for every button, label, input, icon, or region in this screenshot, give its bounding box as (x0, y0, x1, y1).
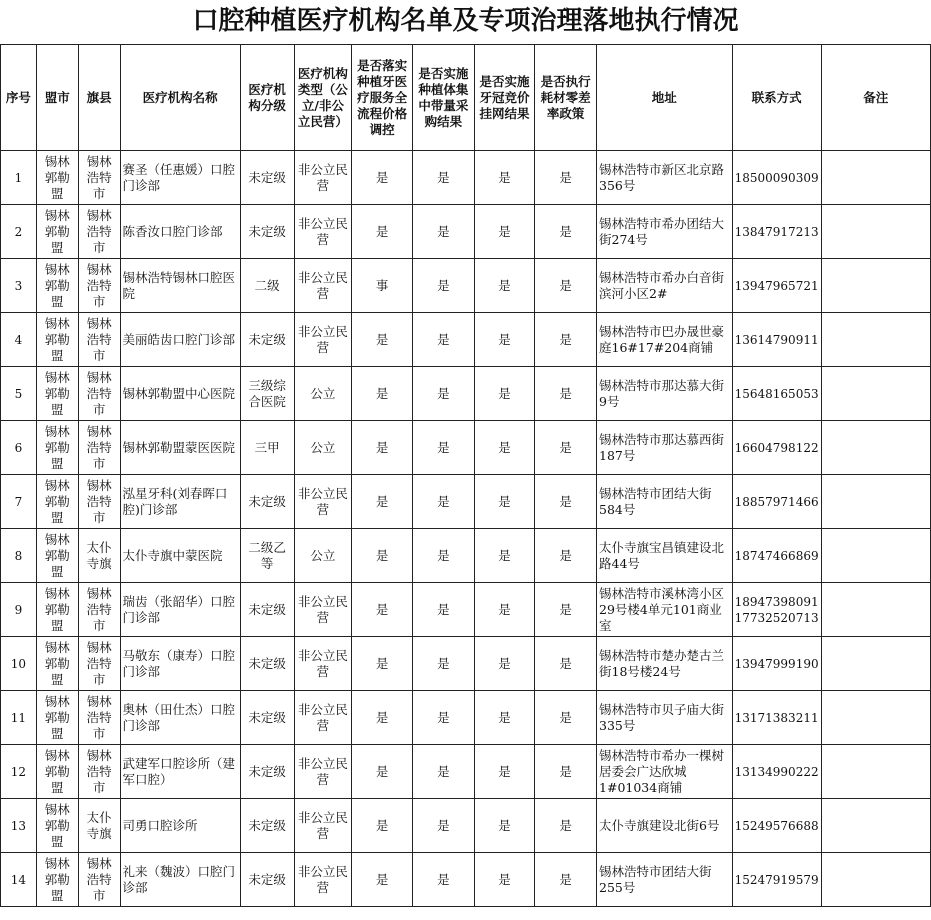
phone-cell: 18500090309 (732, 151, 821, 205)
price-control-cell: 是 (352, 151, 413, 205)
crown-bidding-cell: 是 (474, 583, 535, 637)
phone-cell: 18857971466 (732, 475, 821, 529)
implant-procurement-cell: 是 (413, 745, 475, 799)
phone-cell: 13947999190 (732, 637, 821, 691)
price-control-cell: 是 (352, 421, 413, 475)
row-number: 2 (1, 205, 37, 259)
page-title: 口腔种植医疗机构名单及专项治理落地执行情况 (192, 6, 739, 36)
level-cell: 未定级 (240, 475, 294, 529)
type-cell: 非公立民营 (294, 853, 352, 907)
row-number: 14 (1, 853, 37, 907)
note-cell (821, 367, 930, 421)
institution-name-cell: 泓星牙科(刘春晖口腔)门诊部 (120, 475, 240, 529)
crown-bidding-cell: 是 (474, 853, 535, 907)
level-cell: 未定级 (240, 313, 294, 367)
zero-markup-cell: 是 (535, 529, 597, 583)
county-cell: 锡林浩特市 (78, 853, 120, 907)
type-cell: 非公立民营 (294, 313, 352, 367)
level-cell: 未定级 (240, 637, 294, 691)
crown-bidding-cell: 是 (474, 475, 535, 529)
zero-markup-cell: 是 (535, 853, 597, 907)
note-cell (821, 853, 930, 907)
zero-markup-cell: 是 (535, 475, 597, 529)
table-body (1, 151, 931, 907)
level-cell: 未定级 (240, 583, 294, 637)
header-cell: 旗县 (78, 45, 120, 151)
institution-name-cell: 陈香汝口腔门诊部 (120, 205, 240, 259)
implant-procurement-cell: 是 (413, 691, 475, 745)
institution-name-cell: 太仆寺旗中蒙医院 (120, 529, 240, 583)
institution-name-cell: 美丽皓齿口腔门诊部 (120, 313, 240, 367)
type-cell: 公立 (294, 421, 352, 475)
price-control-cell: 是 (352, 529, 413, 583)
institution-name-cell: 礼来（魏波）口腔门诊部 (120, 853, 240, 907)
county-cell: 锡林浩特市 (78, 151, 120, 205)
price-control-cell: 是 (352, 691, 413, 745)
type-cell: 非公立民营 (294, 745, 352, 799)
zero-markup-cell: 是 (535, 637, 597, 691)
crown-bidding-cell: 是 (474, 313, 535, 367)
header-cell: 医疗机构分级 (240, 45, 294, 151)
row-number: 6 (1, 421, 37, 475)
header-cell: 医疗机构类型（公立/非公立民营） (294, 45, 352, 151)
zero-markup-cell: 是 (535, 745, 597, 799)
table-row (1, 151, 931, 205)
crown-bidding-cell: 是 (474, 151, 535, 205)
header-cell: 是否执行耗材零差率政策 (535, 45, 597, 151)
county-cell: 锡林浩特市 (78, 691, 120, 745)
phone-cell: 15247919579 (732, 853, 821, 907)
note-cell (821, 313, 930, 367)
implant-procurement-cell: 是 (413, 583, 475, 637)
city-cell: 锡林郭勒盟 (36, 799, 78, 853)
phone-cell: 18747466869 (732, 529, 821, 583)
phone-cell: 13847917213 (732, 205, 821, 259)
level-cell: 未定级 (240, 745, 294, 799)
city-cell: 锡林郭勒盟 (36, 853, 78, 907)
crown-bidding-cell: 是 (474, 799, 535, 853)
note-cell (821, 637, 930, 691)
row-number: 9 (1, 583, 37, 637)
type-cell: 公立 (294, 367, 352, 421)
phone-cell: 13947965721 (732, 259, 821, 313)
institution-name-cell: 瑞齿（张韶华）口腔门诊部 (120, 583, 240, 637)
crown-bidding-cell: 是 (474, 529, 535, 583)
header-cell: 是否实施牙冠竞价挂网结果 (474, 45, 535, 151)
note-cell (821, 475, 930, 529)
type-cell: 非公立民营 (294, 799, 352, 853)
note-cell (821, 421, 930, 475)
address-cell: 锡林浩特市团结大街255号 (597, 853, 733, 907)
phone-cell: 13134990222 (732, 745, 821, 799)
address-cell: 锡林浩特市贝子庙大街335号 (597, 691, 733, 745)
level-cell: 二级 (240, 259, 294, 313)
note-cell (821, 745, 930, 799)
institution-name-cell: 司勇口腔诊所 (120, 799, 240, 853)
type-cell: 非公立民营 (294, 583, 352, 637)
county-cell: 锡林浩特市 (78, 583, 120, 637)
county-cell: 太仆寺旗 (78, 799, 120, 853)
address-cell: 锡林浩特市溪林湾小区29号楼4单元101商业室 (597, 583, 733, 637)
row-number: 4 (1, 313, 37, 367)
table-row (1, 637, 931, 691)
phone-cell: 13171383211 (732, 691, 821, 745)
row-number: 1 (1, 151, 37, 205)
note-cell (821, 583, 930, 637)
table-row (1, 583, 931, 637)
price-control-cell: 是 (352, 205, 413, 259)
table-row (1, 205, 931, 259)
note-cell (821, 691, 930, 745)
city-cell: 锡林郭勒盟 (36, 367, 78, 421)
county-cell: 锡林浩特市 (78, 475, 120, 529)
level-cell: 未定级 (240, 853, 294, 907)
address-cell: 太仆寺旗宝昌镇建设北路44号 (597, 529, 733, 583)
header-cell: 盟市 (36, 45, 78, 151)
phone-cell: 18947398091 17732520713 (732, 583, 821, 637)
type-cell: 非公立民营 (294, 259, 352, 313)
implant-procurement-cell: 是 (413, 529, 475, 583)
type-cell: 非公立民营 (294, 637, 352, 691)
institution-name-cell: 奥林（田仕杰）口腔门诊部 (120, 691, 240, 745)
price-control-cell: 是 (352, 475, 413, 529)
header-cell: 联系方式 (732, 45, 821, 151)
table-row (1, 745, 931, 799)
price-control-cell: 是 (352, 853, 413, 907)
level-cell: 未定级 (240, 691, 294, 745)
crown-bidding-cell: 是 (474, 205, 535, 259)
price-control-cell: 是 (352, 313, 413, 367)
crown-bidding-cell: 是 (474, 637, 535, 691)
city-cell: 锡林郭勒盟 (36, 637, 78, 691)
zero-markup-cell: 是 (535, 367, 597, 421)
institution-name-cell: 赛圣（任惠媛）口腔门诊部 (120, 151, 240, 205)
city-cell: 锡林郭勒盟 (36, 745, 78, 799)
price-control-cell: 是 (352, 583, 413, 637)
zero-markup-cell: 是 (535, 259, 597, 313)
city-cell: 锡林郭勒盟 (36, 583, 78, 637)
implant-procurement-cell: 是 (413, 475, 475, 529)
header-cell: 序号 (1, 45, 37, 151)
county-cell: 太仆寺旗 (78, 529, 120, 583)
implant-procurement-cell: 是 (413, 205, 475, 259)
city-cell: 锡林郭勒盟 (36, 259, 78, 313)
note-cell (821, 529, 930, 583)
implant-procurement-cell: 是 (413, 259, 475, 313)
type-cell: 非公立民营 (294, 475, 352, 529)
zero-markup-cell: 是 (535, 799, 597, 853)
table-row (1, 313, 931, 367)
address-cell: 太仆寺旗建设北街6号 (597, 799, 733, 853)
table-row (1, 475, 931, 529)
price-control-cell: 是 (352, 799, 413, 853)
institution-table (0, 44, 931, 907)
level-cell: 二级乙等 (240, 529, 294, 583)
institution-name-cell: 锡林郭勒盟中心医院 (120, 367, 240, 421)
address-cell: 锡林浩特市巴办晟世豪庭16#17#204商铺 (597, 313, 733, 367)
price-control-cell: 是 (352, 367, 413, 421)
note-cell (821, 205, 930, 259)
implant-procurement-cell: 是 (413, 151, 475, 205)
county-cell: 锡林浩特市 (78, 745, 120, 799)
row-number: 7 (1, 475, 37, 529)
county-cell: 锡林浩特市 (78, 205, 120, 259)
address-cell: 锡林浩特市新区北京路356号 (597, 151, 733, 205)
phone-cell: 15249576688 (732, 799, 821, 853)
county-cell: 锡林浩特市 (78, 367, 120, 421)
address-cell: 锡林浩特市团结大街584号 (597, 475, 733, 529)
table-row (1, 691, 931, 745)
address-cell: 锡林浩特市楚办楚古兰街18号楼24号 (597, 637, 733, 691)
table-row (1, 367, 931, 421)
row-number: 5 (1, 367, 37, 421)
level-cell: 未定级 (240, 799, 294, 853)
table-header-row (1, 45, 931, 151)
institution-name-cell: 锡林郭勒盟蒙医医院 (120, 421, 240, 475)
row-number: 8 (1, 529, 37, 583)
county-cell: 锡林浩特市 (78, 259, 120, 313)
institution-name-cell: 马敬东（康寿）口腔门诊部 (120, 637, 240, 691)
city-cell: 锡林郭勒盟 (36, 691, 78, 745)
zero-markup-cell: 是 (535, 691, 597, 745)
county-cell: 锡林浩特市 (78, 637, 120, 691)
institution-name-cell: 锡林浩特锡林口腔医院 (120, 259, 240, 313)
header-cell: 是否实施种植体集中带量采购结果 (413, 45, 475, 151)
phone-cell: 15648165053 (732, 367, 821, 421)
header-cell: 医疗机构名称 (120, 45, 240, 151)
price-control-cell: 是 (352, 745, 413, 799)
city-cell: 锡林郭勒盟 (36, 151, 78, 205)
level-cell: 三甲 (240, 421, 294, 475)
type-cell: 非公立民营 (294, 691, 352, 745)
level-cell: 未定级 (240, 151, 294, 205)
phone-cell: 13614790911 (732, 313, 821, 367)
table-row (1, 259, 931, 313)
city-cell: 锡林郭勒盟 (36, 529, 78, 583)
implant-procurement-cell: 是 (413, 853, 475, 907)
price-control-cell: 事 (352, 259, 413, 313)
implant-procurement-cell: 是 (413, 313, 475, 367)
crown-bidding-cell: 是 (474, 745, 535, 799)
header-cell: 是否落实种植牙医疗服务全流程价格调控 (352, 45, 413, 151)
header-cell: 备注 (821, 45, 930, 151)
row-number: 10 (1, 637, 37, 691)
crown-bidding-cell: 是 (474, 421, 535, 475)
level-cell: 三级综合医院 (240, 367, 294, 421)
row-number: 11 (1, 691, 37, 745)
table-row (1, 799, 931, 853)
crown-bidding-cell: 是 (474, 367, 535, 421)
address-cell: 锡林浩特市那达慕西街187号 (597, 421, 733, 475)
crown-bidding-cell: 是 (474, 691, 535, 745)
implant-procurement-cell: 是 (413, 367, 475, 421)
county-cell: 锡林浩特市 (78, 421, 120, 475)
note-cell (821, 151, 930, 205)
price-control-cell: 是 (352, 637, 413, 691)
type-cell: 非公立民营 (294, 205, 352, 259)
zero-markup-cell: 是 (535, 583, 597, 637)
note-cell (821, 259, 930, 313)
address-cell: 锡林浩特市希办白音街滨河小区2# (597, 259, 733, 313)
crown-bidding-cell: 是 (474, 259, 535, 313)
type-cell: 公立 (294, 529, 352, 583)
implant-procurement-cell: 是 (413, 799, 475, 853)
city-cell: 锡林郭勒盟 (36, 313, 78, 367)
city-cell: 锡林郭勒盟 (36, 205, 78, 259)
city-cell: 锡林郭勒盟 (36, 421, 78, 475)
zero-markup-cell: 是 (535, 151, 597, 205)
zero-markup-cell: 是 (535, 421, 597, 475)
table-row (1, 853, 931, 907)
institution-name-cell: 武建军口腔诊所（建军口腔） (120, 745, 240, 799)
zero-markup-cell: 是 (535, 313, 597, 367)
zero-markup-cell: 是 (535, 205, 597, 259)
table-row (1, 421, 931, 475)
address-cell: 锡林浩特市希办一棵树居委会广达欣城1#01034商铺 (597, 745, 733, 799)
type-cell: 非公立民营 (294, 151, 352, 205)
county-cell: 锡林浩特市 (78, 313, 120, 367)
address-cell: 锡林浩特市那达慕大街9号 (597, 367, 733, 421)
level-cell: 未定级 (240, 205, 294, 259)
implant-procurement-cell: 是 (413, 637, 475, 691)
city-cell: 锡林郭勒盟 (36, 475, 78, 529)
row-number: 3 (1, 259, 37, 313)
header-cell: 地址 (597, 45, 733, 151)
phone-cell: 16604798122 (732, 421, 821, 475)
row-number: 13 (1, 799, 37, 853)
table-row (1, 529, 931, 583)
note-cell (821, 799, 930, 853)
implant-procurement-cell: 是 (413, 421, 475, 475)
row-number: 12 (1, 745, 37, 799)
address-cell: 锡林浩特市希办团结大街274号 (597, 205, 733, 259)
